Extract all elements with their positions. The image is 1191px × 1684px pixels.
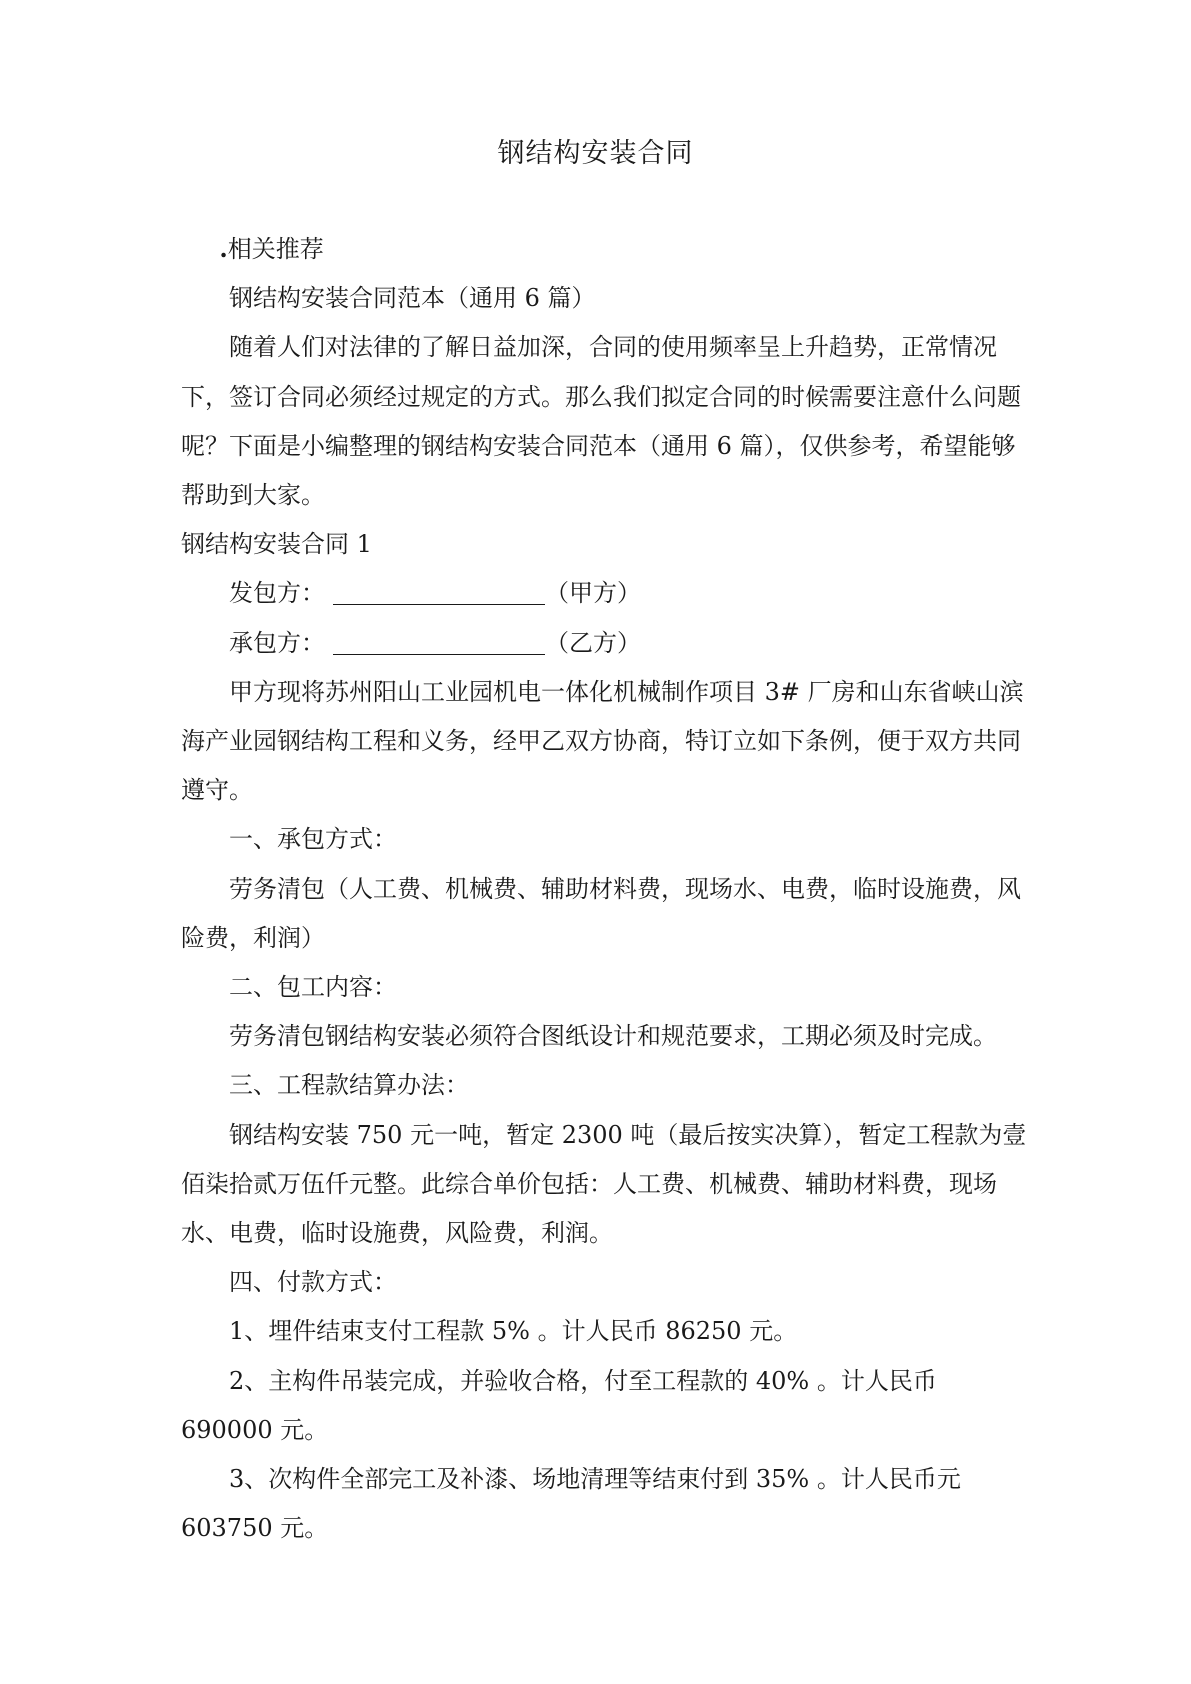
party-a-suffix: （甲方） [545, 579, 641, 608]
party-a-label: 发包方： [229, 579, 325, 608]
document-body [181, 224, 1031, 1553]
payment-item: 3、次构件全部完工及补漆、场地清理等结束付到 35% 。计人民币元 603750 元。 [181, 1465, 961, 1543]
preamble-paragraph: 甲方现将苏州阳山工业园机电一体化机械制作项目 3# 厂房和山东省峡山滨海产业园钢结构工程和义务，经甲乙双方协商，特订立如下条例，便于双方共同遵守。 [181, 677, 1024, 805]
section-paragraph: 劳务清包（人工费、机械费、辅助材料费，现场水、电费，临时设施费，风险费，利润） [181, 874, 1021, 952]
intro-paragraph: 随着人们对法律的了解日益加深，合同的使用频率呈上升趋势，正常情况下，签订合同必须经过规定的方式。那么我们拟定合同的时候需要注意什么问题呢？下面是小编整理的钢结构安装合同范本（通用 6 篇），仅供参考，希望能够帮助到大家。 [181, 333, 1021, 510]
section-paragraph: 劳务清包钢结构安装必须符合图纸设计和规范要求，工期必须及时完成。 [229, 1022, 997, 1051]
payment-item: 1、埋件结束支付工程款 5% 。计人民币 86250 元。 [229, 1317, 798, 1346]
payment-item: 2、主构件吊装完成，并验收合格，付至工程款的 40% 。计人民币 690000 元。 [181, 1366, 937, 1444]
party-a-blank [333, 603, 545, 605]
party-b-suffix: （乙方） [545, 628, 641, 657]
party-a-line [181, 569, 1031, 618]
contract-heading: 钢结构安装合同 1 [181, 530, 372, 559]
section-heading: 二、包工内容： [229, 973, 397, 1002]
party-b-blank [333, 653, 545, 655]
party-b-line [181, 619, 1031, 668]
related-label: 相关推荐 [227, 235, 324, 263]
section-heading: 四、付款方式： [229, 1268, 397, 1297]
section-paragraph: 钢结构安装 750 元一吨，暂定 2300 吨（最后按实决算），暂定工程款为壹佰柒拾贰万伍仟元整。此综合单价包括：人工费、机械费、辅助材料费，现场水、电费，临时设施费，风险费，利润。 [181, 1120, 1027, 1248]
section-heading: 三、工程款结算办法： [229, 1071, 469, 1100]
bullet-dot: . [219, 234, 228, 263]
related-recommendation [181, 224, 1031, 274]
related-title: 钢结构安装合同范本（通用 6 篇） [229, 284, 596, 313]
section-heading: 一、承包方式： [229, 825, 397, 854]
document-title: 钢结构安装合同 [497, 138, 694, 169]
party-b-label: 承包方： [229, 628, 325, 657]
